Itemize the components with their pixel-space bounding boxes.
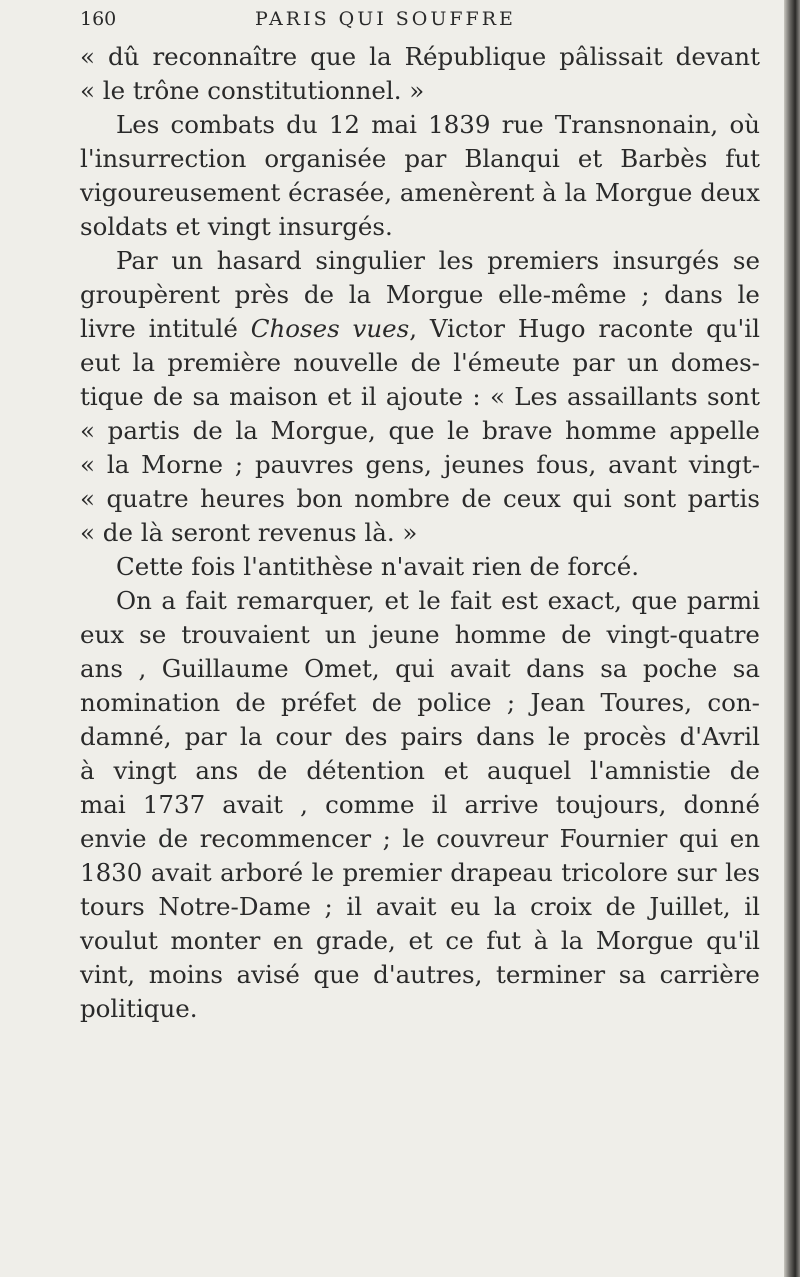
text-line [80, 754, 760, 788]
word: « [80, 484, 95, 513]
word: le [402, 824, 425, 853]
word: arboré [220, 858, 304, 887]
word: donné [683, 790, 760, 819]
word: fut [725, 144, 760, 173]
word: et [443, 756, 469, 785]
word: toujours, [555, 790, 667, 819]
word: Morne [141, 450, 223, 479]
text-line [80, 788, 760, 822]
word: le [311, 858, 334, 887]
word: singulier [315, 246, 425, 275]
word: insurgés [612, 246, 720, 275]
word: maison [229, 382, 318, 411]
text-line [80, 380, 760, 414]
word: sa [618, 960, 646, 989]
word: vingt- [688, 450, 760, 479]
word: voulut [80, 926, 158, 955]
word: à [533, 926, 549, 955]
word: dans [526, 654, 585, 683]
word: vint, [80, 960, 136, 989]
word: hasard [216, 246, 302, 275]
word: Juillet, [649, 892, 731, 921]
word: premiers [487, 246, 600, 275]
word: combats [170, 110, 275, 139]
word: qui [395, 654, 435, 683]
word: de [153, 382, 184, 411]
word: de [561, 620, 592, 649]
word: bon [296, 484, 343, 513]
word: du [286, 110, 318, 139]
word: « [80, 416, 95, 445]
word: en [729, 824, 760, 853]
text-line [80, 890, 760, 924]
word: avait [449, 654, 511, 683]
word: la [369, 42, 392, 71]
word: de [410, 348, 441, 377]
page-header [80, 8, 760, 38]
word: assaillants [566, 382, 698, 411]
word: de [729, 756, 760, 785]
word: préfet [281, 688, 357, 717]
text-line [80, 856, 760, 890]
text-line [80, 516, 760, 550]
word: Les [116, 110, 160, 139]
text-line [80, 618, 760, 652]
word: il [360, 382, 377, 411]
word: et [384, 586, 409, 615]
word: l'amnistie [590, 756, 711, 785]
word: dû [107, 42, 140, 71]
word: fut [486, 926, 521, 955]
text-line [80, 74, 760, 108]
word: le [737, 280, 760, 309]
word: il [346, 892, 363, 921]
word: écrasée, [288, 178, 393, 207]
word: jeunes [443, 450, 525, 479]
word: de [158, 824, 189, 853]
word: sur [676, 858, 717, 887]
word: mai [80, 790, 126, 819]
word: l'insurrection [80, 144, 247, 173]
text-line-content: soldats et vingt insurgés. [80, 212, 393, 241]
word: avant [608, 450, 677, 479]
word: raconte [598, 314, 694, 343]
word: quatre [106, 484, 189, 513]
word: , [138, 654, 147, 683]
text-line [80, 958, 760, 992]
word: ans [80, 654, 123, 683]
word: de [303, 280, 335, 309]
word: ceux [503, 484, 561, 513]
word: mai [371, 110, 417, 139]
word: Blanqui [464, 144, 560, 173]
word: Omet, [304, 654, 380, 683]
word: cour [275, 722, 332, 751]
text-line [80, 924, 760, 958]
word: couvreur [436, 824, 549, 853]
word: appelle [669, 416, 760, 445]
text-line [80, 176, 760, 210]
text-line [80, 720, 760, 754]
word: croix [530, 892, 592, 921]
word: avait [375, 892, 437, 921]
word: et [327, 382, 352, 411]
word: envie [80, 824, 147, 853]
word: le [547, 722, 571, 751]
word: un [171, 246, 203, 275]
word: qui [572, 484, 612, 513]
word: ; [382, 824, 391, 853]
text-line [80, 414, 760, 448]
word: un [626, 348, 659, 377]
word: Les [514, 382, 558, 411]
word: de [461, 484, 492, 513]
word: sa [192, 382, 220, 411]
word: partis [107, 416, 180, 445]
text-line [80, 448, 760, 482]
word: près [234, 280, 290, 309]
word: terminer [496, 960, 606, 989]
word: la [348, 280, 372, 309]
word: à [80, 756, 95, 785]
word: d'autres, [373, 960, 483, 989]
word: est [501, 586, 539, 615]
word: nouvelle [293, 348, 399, 377]
word: le [418, 586, 441, 615]
word: fait [450, 586, 492, 615]
word: l'émeute [453, 348, 561, 377]
text-line [80, 992, 760, 1026]
word: comme [325, 790, 415, 819]
word: domes- [670, 348, 760, 377]
word: qu'il [706, 314, 760, 343]
word: monter [170, 926, 261, 955]
word: ; [234, 450, 244, 479]
word: il [431, 790, 448, 819]
word: police [417, 688, 492, 717]
text-line [80, 278, 760, 312]
word: se [139, 620, 167, 649]
text-line [80, 550, 760, 584]
word: ; [641, 280, 650, 309]
text-line-content: « de là seront revenus là. » [80, 518, 418, 547]
word: partis [687, 484, 760, 513]
word: détention [306, 756, 425, 785]
word: ans [195, 756, 239, 785]
word: par [184, 722, 227, 751]
text-line-content: Cette fois l'antithèse n'avait rien de forcé. [116, 552, 640, 581]
word: trouvaient [181, 620, 310, 649]
page-number: 160 [80, 8, 117, 30]
word: sa [600, 654, 628, 683]
text-line [80, 686, 760, 720]
word: qu'il [706, 926, 760, 955]
word: la [239, 722, 263, 751]
word: 12 [328, 110, 361, 139]
word: Guillaume [161, 654, 289, 683]
word: intitulé [148, 314, 238, 343]
word: drapeau [450, 858, 553, 887]
word: à [542, 178, 557, 207]
word: dans [664, 280, 723, 309]
word: Toures, [600, 688, 693, 717]
word: Transnonain, [554, 110, 719, 139]
text-line [80, 482, 760, 516]
text-line [80, 584, 760, 618]
word: fous, [536, 450, 597, 479]
word: reconnaître [152, 42, 298, 71]
word: poche [642, 654, 718, 683]
text-line [80, 40, 760, 74]
word: tours [80, 892, 145, 921]
text-line [80, 312, 760, 346]
word: la [560, 926, 584, 955]
word: vigoureusement [80, 178, 281, 207]
word: la [235, 416, 258, 445]
word: et [408, 926, 433, 955]
word: con- [707, 688, 760, 717]
text-line-content: « le trône constitutionnel. » [80, 76, 425, 105]
word: tique [80, 382, 144, 411]
word: fait [185, 586, 227, 615]
word: Morgue [594, 178, 693, 207]
word: eu [450, 892, 481, 921]
word: Hugo [517, 314, 586, 343]
word: auquel [487, 756, 572, 785]
word: de [257, 756, 288, 785]
body-text [80, 40, 760, 1026]
word: en [272, 926, 304, 955]
word: : [472, 382, 481, 411]
word: où [729, 110, 760, 139]
word: 1830 [80, 858, 143, 887]
word: première [167, 348, 282, 377]
word: Par [116, 246, 158, 275]
word: par [572, 348, 615, 377]
word: les [438, 246, 474, 275]
text-line-content: politique. [80, 994, 198, 1023]
word: la [106, 450, 130, 479]
word: que [313, 960, 360, 989]
word: 1737 [142, 790, 206, 819]
text-line [80, 210, 760, 244]
word: homme [565, 416, 657, 445]
word: sont [706, 382, 760, 411]
word: ; [324, 892, 333, 921]
word: pauvres [254, 450, 354, 479]
word: organisée [264, 144, 387, 173]
word: tricolore [561, 858, 668, 887]
word: brave [482, 416, 553, 445]
word: 1839 [428, 110, 491, 139]
word: Morgue [595, 926, 694, 955]
word: vingt [113, 756, 177, 785]
word: se [732, 246, 760, 275]
word: « [80, 450, 95, 479]
word: recommencer [199, 824, 372, 853]
word: de [192, 416, 223, 445]
word: la [564, 178, 588, 207]
word: nomination [80, 688, 221, 717]
word: carrière [659, 960, 760, 989]
word: et [577, 144, 603, 173]
word: avait [222, 790, 284, 819]
word: procès [583, 722, 667, 751]
word: la [132, 348, 155, 377]
running-title: PARIS QUI SOUFFRE [255, 8, 516, 30]
word: la [494, 892, 517, 921]
text-line [80, 108, 760, 142]
text-line [80, 822, 760, 856]
word: dans [476, 722, 535, 751]
word: ; [506, 688, 516, 717]
word: Morgue, [270, 416, 376, 445]
word: eut [80, 348, 121, 377]
word: il [744, 892, 760, 921]
word: devant [675, 42, 760, 71]
word: , [300, 790, 308, 819]
word: groupèrent [80, 280, 220, 309]
word: remarquer, [236, 586, 375, 615]
word: vues, [352, 314, 417, 343]
word: heures [200, 484, 285, 513]
word: premier [342, 858, 442, 887]
word: que [388, 416, 435, 445]
word: de [235, 688, 266, 717]
word: avait [150, 858, 212, 887]
word: sont [623, 484, 677, 513]
word: que [310, 42, 357, 71]
word: jeune [371, 620, 440, 649]
word: gens, [365, 450, 432, 479]
word: par [404, 144, 447, 173]
word: homme [454, 620, 547, 649]
word: livre [80, 314, 136, 343]
text-line [80, 244, 760, 278]
word: « [489, 382, 505, 411]
word: sa [732, 654, 760, 683]
word: exact, [547, 586, 622, 615]
text-line [80, 652, 760, 686]
word: le [447, 416, 470, 445]
word: elle-même [498, 280, 627, 309]
word: un [324, 620, 357, 649]
word: amenèrent [399, 178, 535, 207]
word: que [631, 586, 678, 615]
word: de [371, 688, 402, 717]
word: deux [700, 178, 760, 207]
page-edge-shadow [784, 0, 800, 1277]
word: nombre [354, 484, 450, 513]
word: moins [148, 960, 223, 989]
word: arrive [464, 790, 539, 819]
word: On [116, 586, 152, 615]
word: Notre-Dame [158, 892, 311, 921]
word: vingt-quatre [606, 620, 760, 649]
word: des [344, 722, 388, 751]
text-line [80, 346, 760, 380]
word: Jean [530, 688, 586, 717]
word: damné, [80, 722, 172, 751]
word: ce [445, 926, 474, 955]
word: parmi [686, 586, 760, 615]
word: Choses [250, 314, 340, 343]
text-line [80, 142, 760, 176]
word: qui [678, 824, 719, 853]
word: les [725, 858, 760, 887]
word: pairs [400, 722, 463, 751]
word: « [80, 42, 95, 71]
word: de [605, 892, 636, 921]
word: République [404, 42, 547, 71]
word: d'Avril [679, 722, 760, 751]
word: Victor [429, 314, 505, 343]
word: rue [501, 110, 544, 139]
word: a [161, 586, 177, 615]
word: eux [80, 620, 125, 649]
word: Barbès [620, 144, 708, 173]
word: pâlissait [559, 42, 663, 71]
word: Morgue [385, 280, 484, 309]
word: Fournier [559, 824, 668, 853]
word: ajoute [385, 382, 463, 411]
word: grade, [315, 926, 396, 955]
word: avisé [236, 960, 300, 989]
